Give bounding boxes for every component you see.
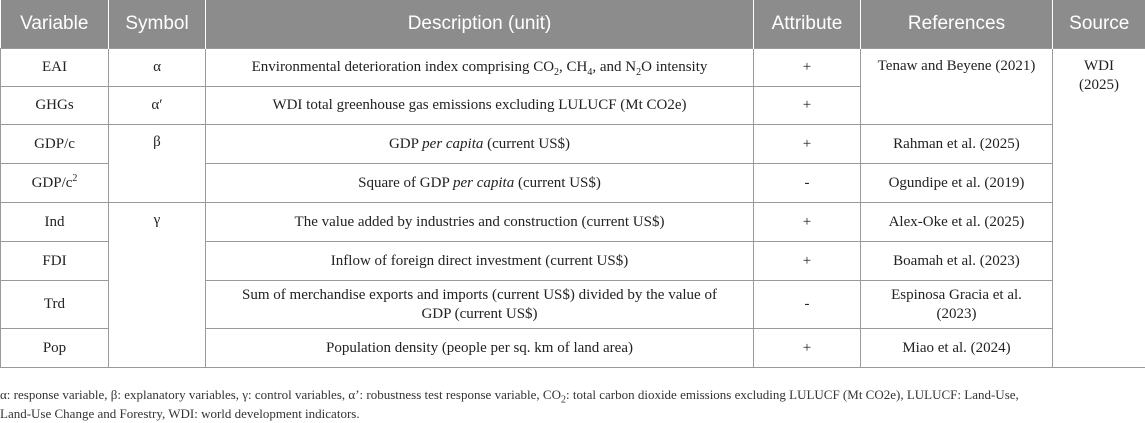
cell-description: GDP per capita (current US$) [206, 125, 754, 164]
header-variable: Variable [1, 0, 109, 49]
cell-variable: FDI [1, 242, 109, 281]
header-row [1, 0, 1145, 49]
cell-variable: GDP/$c^2$ [1, 164, 109, 203]
table-row [1, 125, 1145, 164]
cell-attribute: + [754, 203, 861, 242]
cell-description: WDI total greenhouse gas emissions excluding LULUCF (Mt CO2e) [206, 87, 754, 125]
cell-attribute: - [754, 164, 861, 203]
cell-attribute: + [754, 125, 861, 164]
header-references: References [861, 0, 1053, 49]
cell-source: WDI (2025) [1053, 49, 1145, 368]
cell-reference: Ogundipe et al. (2019) [861, 164, 1053, 203]
cell-attribute: + [754, 87, 861, 125]
cell-reference: Tenaw and Beyene (2021) [861, 49, 1053, 125]
cell-reference: Miao et al. (2024) [861, 329, 1053, 368]
header-description: Description (unit) [206, 0, 754, 49]
header-attribute: Attribute [754, 0, 861, 49]
cell-description: Sum of merchandise exports and imports (current US$) divided by the value of GDP (current US$) [206, 281, 754, 329]
header-source: Source [1053, 0, 1145, 49]
cell-reference: Espinosa Gracia et al. (2023) [861, 281, 1053, 329]
cell-attribute: + [754, 49, 861, 87]
cell-variable: GHGs [1, 87, 109, 125]
cell-variable: GDP/c [1, 125, 109, 164]
cell-variable: EAI [1, 49, 109, 87]
cell-description: Inflow of foreign direct investment (current US$) [206, 242, 754, 281]
header-symbol: Symbol [109, 0, 206, 49]
cell-description: Square of GDP per capita (current US$) [206, 164, 754, 203]
table-row [1, 203, 1145, 242]
cell-reference: Boamah et al. (2023) [861, 242, 1053, 281]
cell-variable: Trd [1, 281, 109, 329]
cell-description: Population density (people per sq. km of land area) [206, 329, 754, 368]
cell-symbol: α [109, 49, 206, 87]
cell-attribute: - [754, 281, 861, 329]
cell-variable: Pop [1, 329, 109, 368]
cell-variable: Ind [1, 203, 109, 242]
table-row [1, 49, 1145, 87]
cell-attribute: + [754, 329, 861, 368]
cell-reference: Alex-Oke et al. (2025) [861, 203, 1053, 242]
table-footnote: α: response variable, β: explanatory variables, γ: control variables, α’: robustness test response variable, $CO_2$: total carbon dioxide emissions excluding LULUCF (Mt CO2e), LULUCF: Land-Use, Land-Use Change and Forestry, WDI: world development indicators. [0, 385, 1140, 423]
cell-symbol: γ [109, 203, 206, 368]
cell-description: Environmental deterioration index comprising $CO_2$, $CH_4$, and $N_2O$ intensity [206, 49, 754, 87]
cell-attribute: + [754, 242, 861, 281]
cell-symbol: β [109, 125, 206, 203]
cell-symbol: α′ [109, 87, 206, 125]
cell-description: The value added by industries and construction (current US$) [206, 203, 754, 242]
cell-reference: Rahman et al. (2025) [861, 125, 1053, 164]
